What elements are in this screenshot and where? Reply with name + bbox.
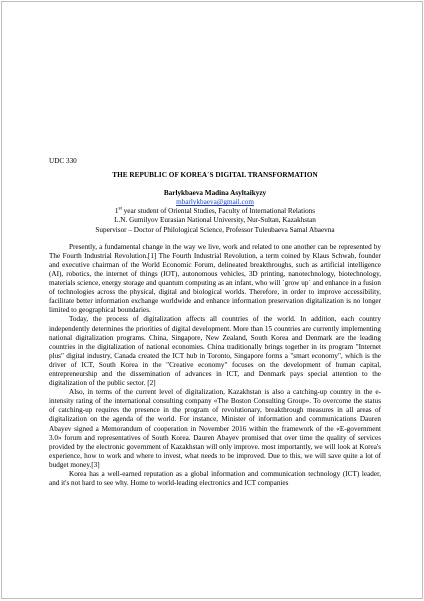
- author-university: L.N. Gumilyov Eurasian National University, Nur-Sultan, Kazakhstan: [114, 216, 316, 225]
- paper-title: THE REPUBLIC OF KOREA`S DIGITAL TRANSFORMATION: [112, 171, 318, 180]
- document-content: [49, 157, 381, 488]
- body-paragraph-2: Today, the process of digitalization affects all countries of the world. In addition, each country independently determines the priorities of digital development. More than 15 countries are currently implementing national digitalization programs. China, Singapore, New Zealand, South Korea and Denmark are the leading countries in the digitalization of national economies. China traditionally brings together in its program "Internet plus" digital industry, Canada created the ICT hub in Toronto, Singapore forms a "smart economy", which is the driver of ICT, South Korea in the "Creative economy" focuses on the development of human capital, entrepreneurship and the dissemination of advances in ICT, and Denmark pays special attention to the digitalization of the public sector. [2]: [49, 315, 381, 388]
- document-page: [1, 1, 423, 599]
- author-email-link[interactable]: mbarlykbaeva@gmail.com: [176, 198, 254, 207]
- affiliation-ordinal: 1: [114, 207, 119, 216]
- affiliation-ordinal-suffix: st: [118, 206, 122, 212]
- supervisor-line: Supervisor – Doctor of Philological Science, Professor Tuleubaeva Samal Abaevna: [95, 225, 335, 234]
- author-affiliation: [49, 207, 381, 216]
- body-paragraph-4: Korea has a well-earned reputation as a global information and communication technology (ICT) leader, and it's not hard to see why. Home to world-leading electronics and ICT companies: [49, 470, 381, 488]
- spacer: [49, 235, 381, 243]
- author-name: Barlykbaeva Madina Asyltaikyzy: [163, 189, 267, 198]
- body-paragraph-3: Also, in terms of the current level of digitalization, Kazakhstan is also a catching-up country in the e-intensity rating of the international consulting company «The Boston Consulting Group». To overcome the status of catching-up requires the presence in the program of revolutionary, breakthrough measures in all areas of digitalization on the agenda of the world. For instance, Minister of information and communications Dauren Abayev signed a Memorandum of cooperation in November 2016 within the framework of the «E-government 3.0» forum and representatives of South Korea. Dauren Abayev promised that over time the quality of services provided by the electronic government of Kazakhstan will only improve. most importantly, we will look at Korea's experience, how to work and where to invest, what needs to be improved. Due to this, we will save quite a lot of budget money.[3]: [49, 388, 381, 469]
- affiliation-text: year student of Oriental Studies, Faculty of International Relations: [121, 207, 316, 216]
- udc-code: UDC 330: [49, 157, 77, 165]
- body-paragraph-1: Presently, a fundamental change in the way we live, work and related to one another can be represented by The Fourth Industrial Revolution.[1] The Fourth Industrial Revolution, a term coined by Klaus Schwab, founder and executive chairman of the World Economic Forum, delineated breakthroughs, such as artificial intelligence (AI), robotics, the internet of things (IOT), autonomous vehicles, 3D printing, nanotechnology, biotechnology, materials science, energy storage and quantum computing as an infant, who will `grow up` and enhance in a fusion of technologies across the physical, digital and biological worlds. Therefore, in order to improve accessibility, facilitate better information exchange worldwide and enhance information preservation digitalization is no longer limited to geographical boundaries.: [49, 242, 381, 315]
